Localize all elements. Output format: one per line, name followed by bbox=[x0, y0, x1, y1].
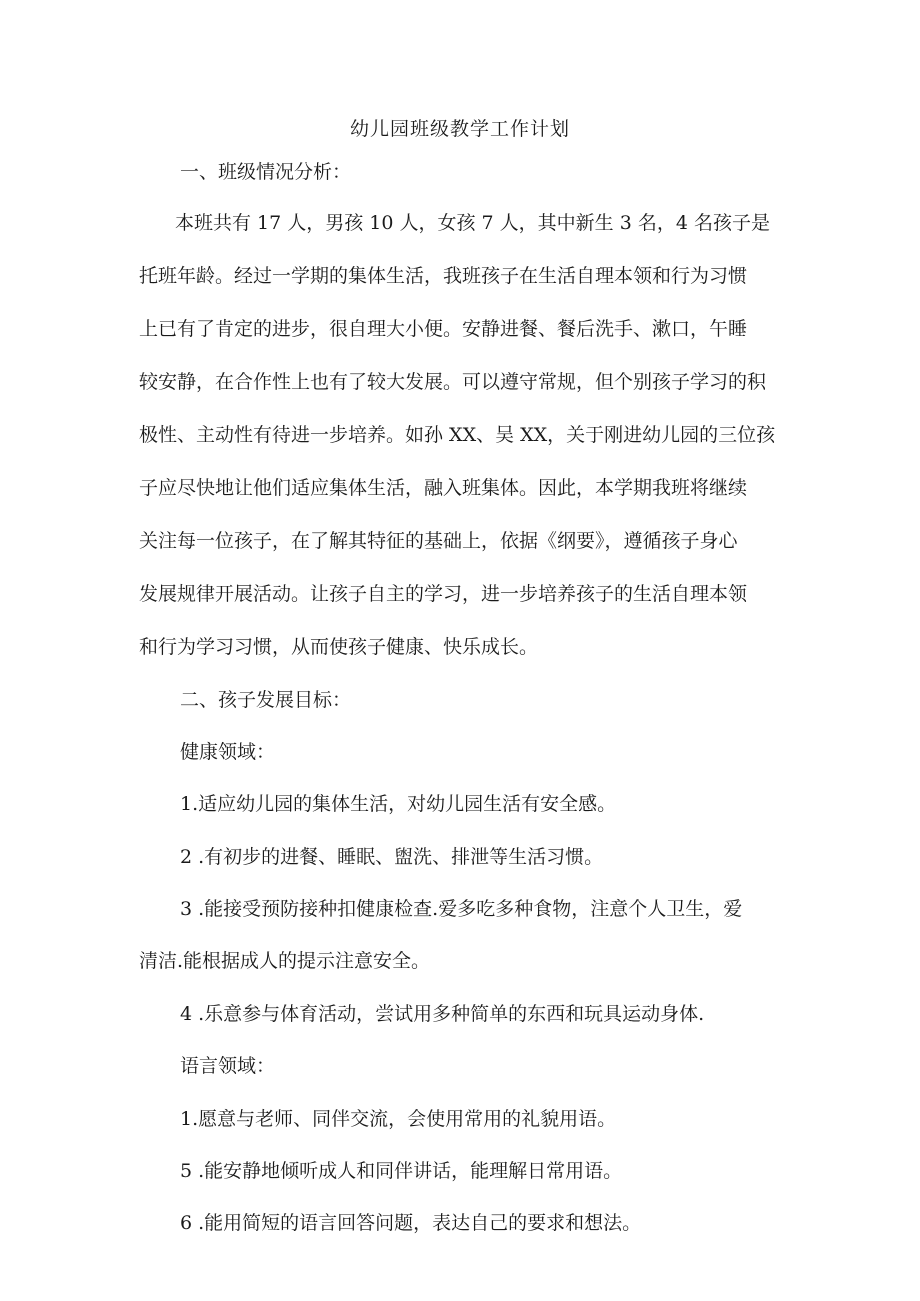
list-item: 1.愿意与老师、同伴交流，会使用常用的礼貌用语。 bbox=[180, 1108, 617, 1130]
paragraph-line: 本班共有 17 人，男孩 10 人，女孩 7 人，其中新生 3 名，4 名孩子是 bbox=[175, 212, 770, 234]
paragraph-line: 极性、主动性有待进一步培养。如孙 XX、吴 XX，关于刚进幼儿园的三位孩 bbox=[139, 424, 776, 446]
list-item: 2 .有初步的进餐、睡眠、盥洗、排泄等生活习惯。 bbox=[180, 846, 604, 868]
paragraph-line: 上已有了肯定的进步，很自理大小便。安静进餐、餐后洗手、漱口，午睡 bbox=[139, 318, 748, 340]
list-item: 4 .乐意参与体育活动，尝试用多种简单的东西和玩具运动身体. bbox=[180, 1003, 705, 1025]
list-item: 3 .能接受预防接种扣健康检查.爱多吃多种食物，注意个人卫生，爱 bbox=[180, 898, 743, 920]
list-item: 1.适应幼儿园的集体生活，对幼儿园生活有安全感。 bbox=[180, 793, 617, 815]
subheading-health: 健康领域： bbox=[180, 741, 276, 763]
subheading-language: 语言领域： bbox=[180, 1055, 276, 1077]
paragraph-line: 子应尽快地让他们适应集体生活，融入班集体。因此，本学期我班将继续 bbox=[139, 477, 748, 499]
list-item: 5 .能安静地倾听成人和同伴讲话，能理解日常用语。 bbox=[180, 1160, 623, 1182]
section-heading-development-goals: 二、孩子发展目标： bbox=[180, 689, 352, 711]
paragraph-line: 和行为学习习惯，从而使孩子健康、快乐成长。 bbox=[139, 636, 539, 658]
paragraph-line: 关注每一位孩子，在了解其特征的基础上，依据《纲要》，遵循孩子身心 bbox=[139, 530, 738, 552]
list-item: 6 .能用简短的语言回答问题，表达自己的要求和想法。 bbox=[180, 1212, 642, 1234]
paragraph-line: 托班年龄。经过一学期的集体生活，我班孩子在生活自理本领和行为习惯 bbox=[139, 265, 748, 287]
paragraph-line: 较安静，在合作性上也有了较大发展。可以遵守常规，但个别孩子学习的积 bbox=[139, 371, 767, 393]
document-title: 幼儿园班级教学工作计划 bbox=[349, 118, 570, 140]
section-heading-class-analysis: 一、班级情况分析： bbox=[180, 161, 352, 183]
list-item-continuation: 清洁.能根据成人的提示注意安全。 bbox=[139, 950, 431, 972]
paragraph-line: 发展规律开展活动。让孩子自主的学习，进一步培养孩子的生活自理本领 bbox=[139, 583, 748, 605]
